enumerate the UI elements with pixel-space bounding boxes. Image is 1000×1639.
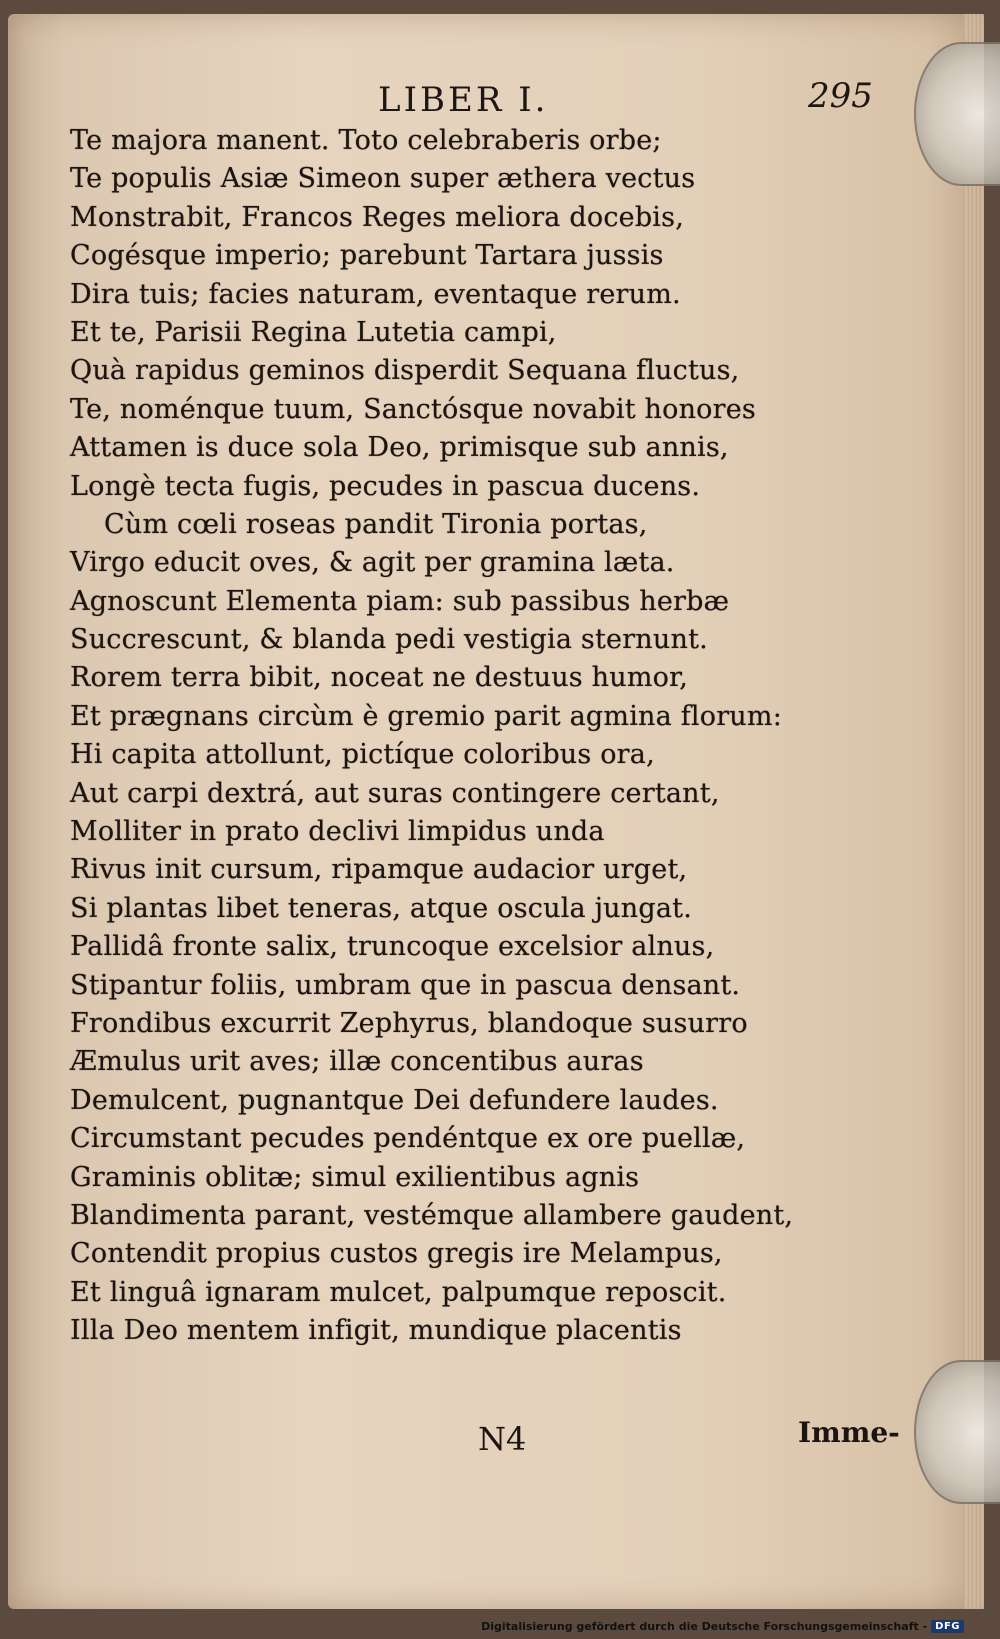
text-line: Succrescunt, & blanda pedi vestigia sternunt. [70,624,708,656]
text-line: Pallidâ fronte salix, truncoque excelsior alnus, [70,931,715,963]
text-line: Et te, Parisii Regina Lutetia campi, [70,316,557,348]
text-line: Longè tecta fugis, pecudes in pascua ducens. [70,470,701,502]
text-line: Frondibus excurrit Zephyrus, blandoque susurro [70,1007,748,1039]
text-line: Rivus init cursum, ripamque audacior urget, [70,854,688,886]
dfg-logo-icon: DFG [931,1620,964,1633]
page-number: 295 [808,76,873,116]
text-line: Demulcent, pugnantque Dei defundere laudes. [70,1084,719,1116]
text-line: Et linguâ ignaram mulcet, palpumque reposcit. [70,1276,727,1308]
text-line: Monstrabit, Francos Reges meliora docebis, [70,201,684,233]
text-line: Attamen is duce sola Deo, primisque sub annis, [70,432,729,464]
text-line: Cùm cœli roseas pandit Tironia portas, [104,508,648,540]
page-clip-bottom [914,1360,1000,1504]
book-page [8,14,984,1609]
text-line: Graminis oblitæ; simul exilientibus agnis [70,1161,640,1193]
text-line: Blandimenta parant, vestémque allambere gaudent, [70,1199,794,1231]
page-clip-top [914,42,1000,186]
text-line: Virgo educit oves, & agit per gramina læta. [70,547,675,579]
poem-text [70,122,860,1351]
text-line: Contendit propius custos gregis ire Melampus, [70,1238,723,1270]
signature-mark: N4 [478,1420,527,1458]
text-line: Te majora manent. Toto celebraberis orbe; [70,125,662,156]
text-line: Agnoscunt Elementa piam: sub passibus herbæ [70,585,730,617]
catchword: Imme- [798,1416,900,1449]
text-line: Æmulus urit aves; illæ concentibus auras [70,1046,644,1078]
digitization-credit [481,1617,964,1635]
text-line: Hi capita attollunt, pictíque coloribus ora, [70,739,655,771]
text-line: Et prægnans circùm è gremio parit agmina florum: [70,700,782,732]
text-line: Illa Deo mentem infigit, mundique placentis [70,1315,682,1347]
running-head: LIBER I. [378,80,549,120]
text-line: Molliter in prato declivi limpidus unda [70,816,605,848]
credit-text: Digitalisierung gefördert durch die Deutsche Forschungsgemeinschaft - [481,1619,928,1633]
text-line: Si plantas libet teneras, atque oscula jungat. [70,892,692,924]
text-line: Te populis Asiæ Simeon super æthera vectus [70,163,696,195]
text-line: Cogésque imperio; parebunt Tartara jussis [70,240,664,272]
text-line: Te, noménque tuum, Sanctósque novabit honores [70,393,756,425]
text-line: Circumstant pecudes pendéntque ex ore puellæ, [70,1123,746,1155]
text-line: Rorem terra bibit, noceat ne destuus humor, [70,662,688,694]
text-line: Stipantur foliis, umbram que in pascua densant. [70,969,741,1001]
text-line: Dira tuis; facies naturam, eventaque rerum. [70,278,681,310]
text-line: Aut carpi dextrá, aut suras contingere certant, [70,777,720,809]
text-line: Quà rapidus geminos disperdit Sequana fluctus, [70,355,740,387]
